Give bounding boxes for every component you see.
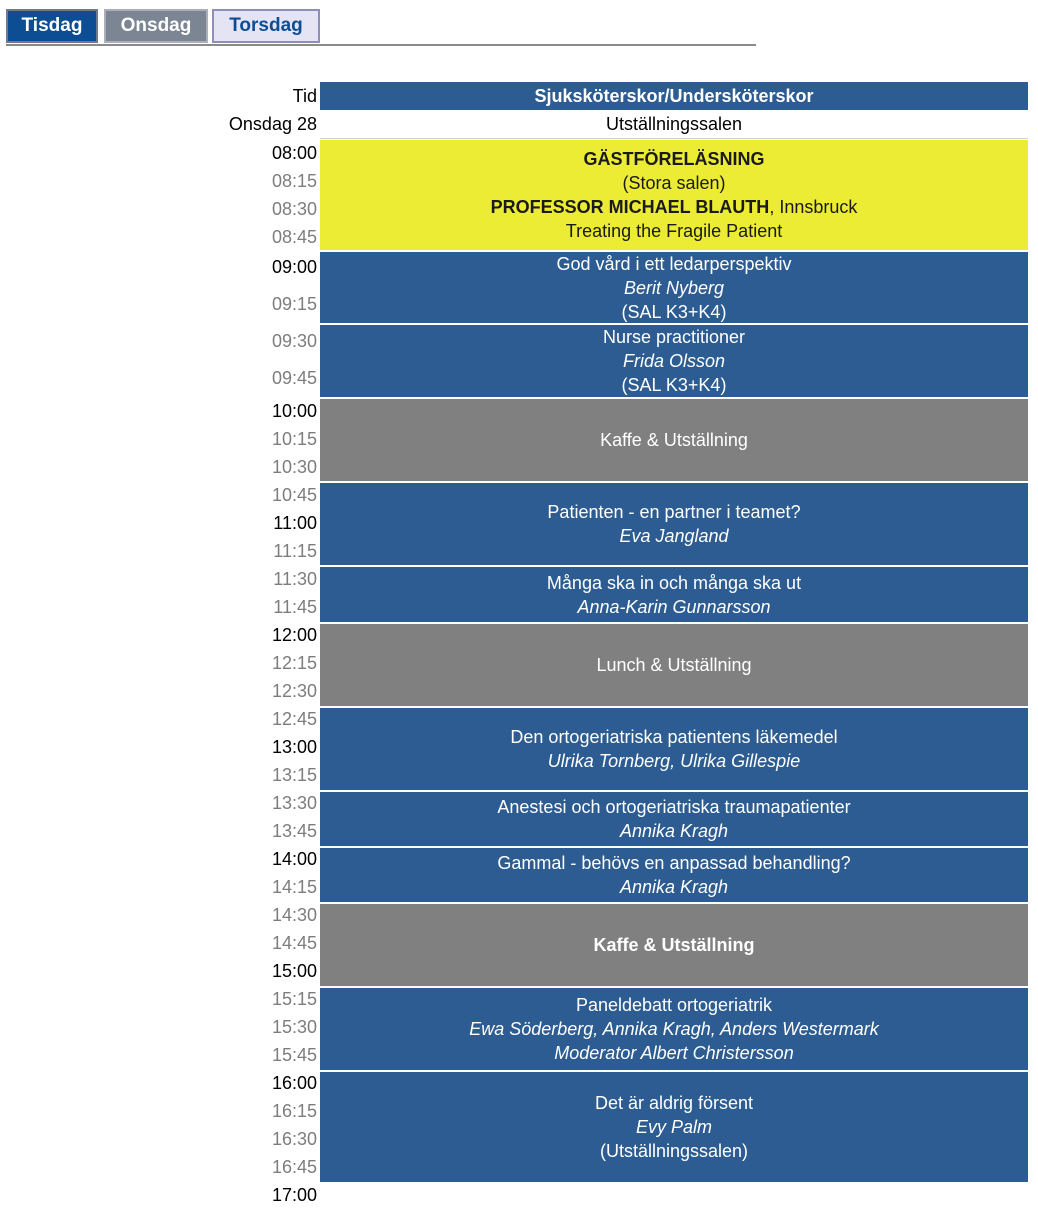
track-title: Sjuksköterskor/Undersköterskor — [320, 82, 1028, 110]
time-label: 09:45 — [271, 368, 317, 388]
time-label: 09:15 — [271, 294, 317, 314]
time-label: 10:30 — [271, 457, 317, 477]
time-label: 11:15 — [273, 541, 317, 561]
session-speaker: Ewa Söderberg, Annika Kragh, Anders Westermark — [469, 1019, 879, 1039]
session-title: Det är aldrig försent — [594, 1093, 754, 1113]
time-label: 11:45 — [273, 597, 317, 617]
session-block — [320, 792, 1028, 846]
time-column-header: Tid — [292, 86, 317, 106]
session-block — [320, 708, 1028, 790]
time-label: 13:30 — [271, 793, 317, 813]
time-label: 12:15 — [271, 653, 317, 673]
time-label: 16:15 — [271, 1101, 317, 1121]
session-speaker: Ulrika Tornberg, Ulrika Gillespie — [547, 751, 801, 771]
session-room: (Utställningssalen) — [599, 1141, 749, 1161]
time-label: 12:30 — [271, 681, 317, 701]
time-label: 09:30 — [271, 331, 317, 351]
time-label: 10:45 — [271, 485, 317, 505]
tab-tisdag[interactable]: Tisdag — [6, 9, 98, 43]
time-label: 11:30 — [273, 569, 317, 589]
time-label: 17:00 — [271, 1185, 317, 1205]
time-label: 13:45 — [271, 821, 317, 841]
time-label: 16:30 — [271, 1129, 317, 1149]
session-block — [320, 1072, 1028, 1182]
time-label: 14:45 — [271, 933, 317, 953]
session-speaker-line — [491, 195, 858, 219]
time-label: 10:00 — [271, 401, 317, 421]
time-label: 08:00 — [271, 143, 317, 163]
time-label: 12:00 — [271, 625, 317, 645]
session-speaker: Frida Olsson — [622, 351, 726, 371]
time-label: 13:00 — [271, 737, 317, 757]
session-block — [320, 483, 1028, 565]
session-title: Anestesi och ortogeriatriska traumapatienter — [497, 797, 851, 817]
session-moderator: Moderator Albert Christersson — [554, 1043, 794, 1063]
session-title: Den ortogeriatriska patientens läkemedel — [510, 727, 838, 747]
session-title: Gammal - behövs en anpassad behandling? — [497, 853, 851, 873]
session-speaker: Evy Palm — [635, 1117, 713, 1137]
time-label: 15:45 — [271, 1045, 317, 1065]
session-title: GÄSTFÖRELÄSNING — [583, 149, 765, 169]
time-label: 14:30 — [271, 905, 317, 925]
session-block — [320, 252, 1028, 323]
time-label: 11:00 — [273, 513, 317, 533]
session-title: Nurse practitioner — [602, 327, 746, 347]
day-tabs — [6, 9, 756, 46]
time-label: 14:15 — [271, 877, 317, 897]
venue-label: Utställningssalen — [320, 112, 1028, 139]
time-label: 08:15 — [271, 171, 317, 191]
lunch-block — [320, 624, 1028, 706]
time-label: 14:00 — [271, 849, 317, 869]
time-label: 08:45 — [271, 227, 317, 247]
session-speaker: Berit Nyberg — [623, 277, 725, 298]
time-label: 12:45 — [271, 709, 317, 729]
session-block — [320, 567, 1028, 622]
tab-onsdag[interactable]: Onsdag — [104, 9, 208, 43]
session-speaker: Annika Kragh — [619, 821, 729, 841]
session-speaker: Eva Jangland — [619, 526, 729, 546]
time-label: 15:00 — [271, 961, 317, 981]
session-title: Många ska in och många ska ut — [546, 572, 802, 593]
time-label: 16:00 — [271, 1073, 317, 1093]
session-speaker: Annika Kragh — [619, 877, 729, 897]
session-topic: Treating the Fragile Patient — [565, 221, 783, 241]
time-label: 09:00 — [271, 257, 317, 277]
session-block — [320, 848, 1028, 902]
session-title: God vård i ett ledarperspektiv — [556, 253, 792, 274]
tab-torsdag[interactable]: Torsdag — [212, 9, 320, 43]
break-title: Lunch & Utställning — [596, 655, 752, 675]
time-label: 16:45 — [271, 1157, 317, 1177]
time-label: 10:15 — [271, 429, 317, 449]
session-speaker: Anna-Karin Gunnarsson — [577, 596, 771, 617]
break-title: Kaffe & Utställning — [600, 430, 748, 450]
session-speaker-place: , Innsbruck — [769, 197, 858, 217]
session-title: Paneldebatt ortogeriatrik — [575, 995, 773, 1015]
day-label: Onsdag 28 — [228, 114, 317, 134]
session-room: (SAL K3+K4) — [621, 375, 727, 395]
session-speaker: PROFESSOR MICHAEL BLAUTH — [490, 197, 770, 217]
time-label: 15:30 — [271, 1017, 317, 1037]
session-room: (SAL K3+K4) — [621, 301, 727, 322]
break-block — [320, 399, 1028, 481]
session-room: (Stora salen) — [622, 173, 726, 193]
session-block — [320, 325, 1028, 397]
session-block — [320, 988, 1028, 1070]
session-title: Patienten - en partner i teamet? — [547, 502, 801, 522]
time-label: 08:30 — [271, 199, 317, 219]
break-title: Kaffe & Utställning — [593, 935, 755, 955]
break-block — [320, 904, 1028, 986]
session-guest-lecture — [320, 140, 1028, 250]
time-label: 15:15 — [271, 989, 317, 1009]
time-label: 13:15 — [271, 765, 317, 785]
